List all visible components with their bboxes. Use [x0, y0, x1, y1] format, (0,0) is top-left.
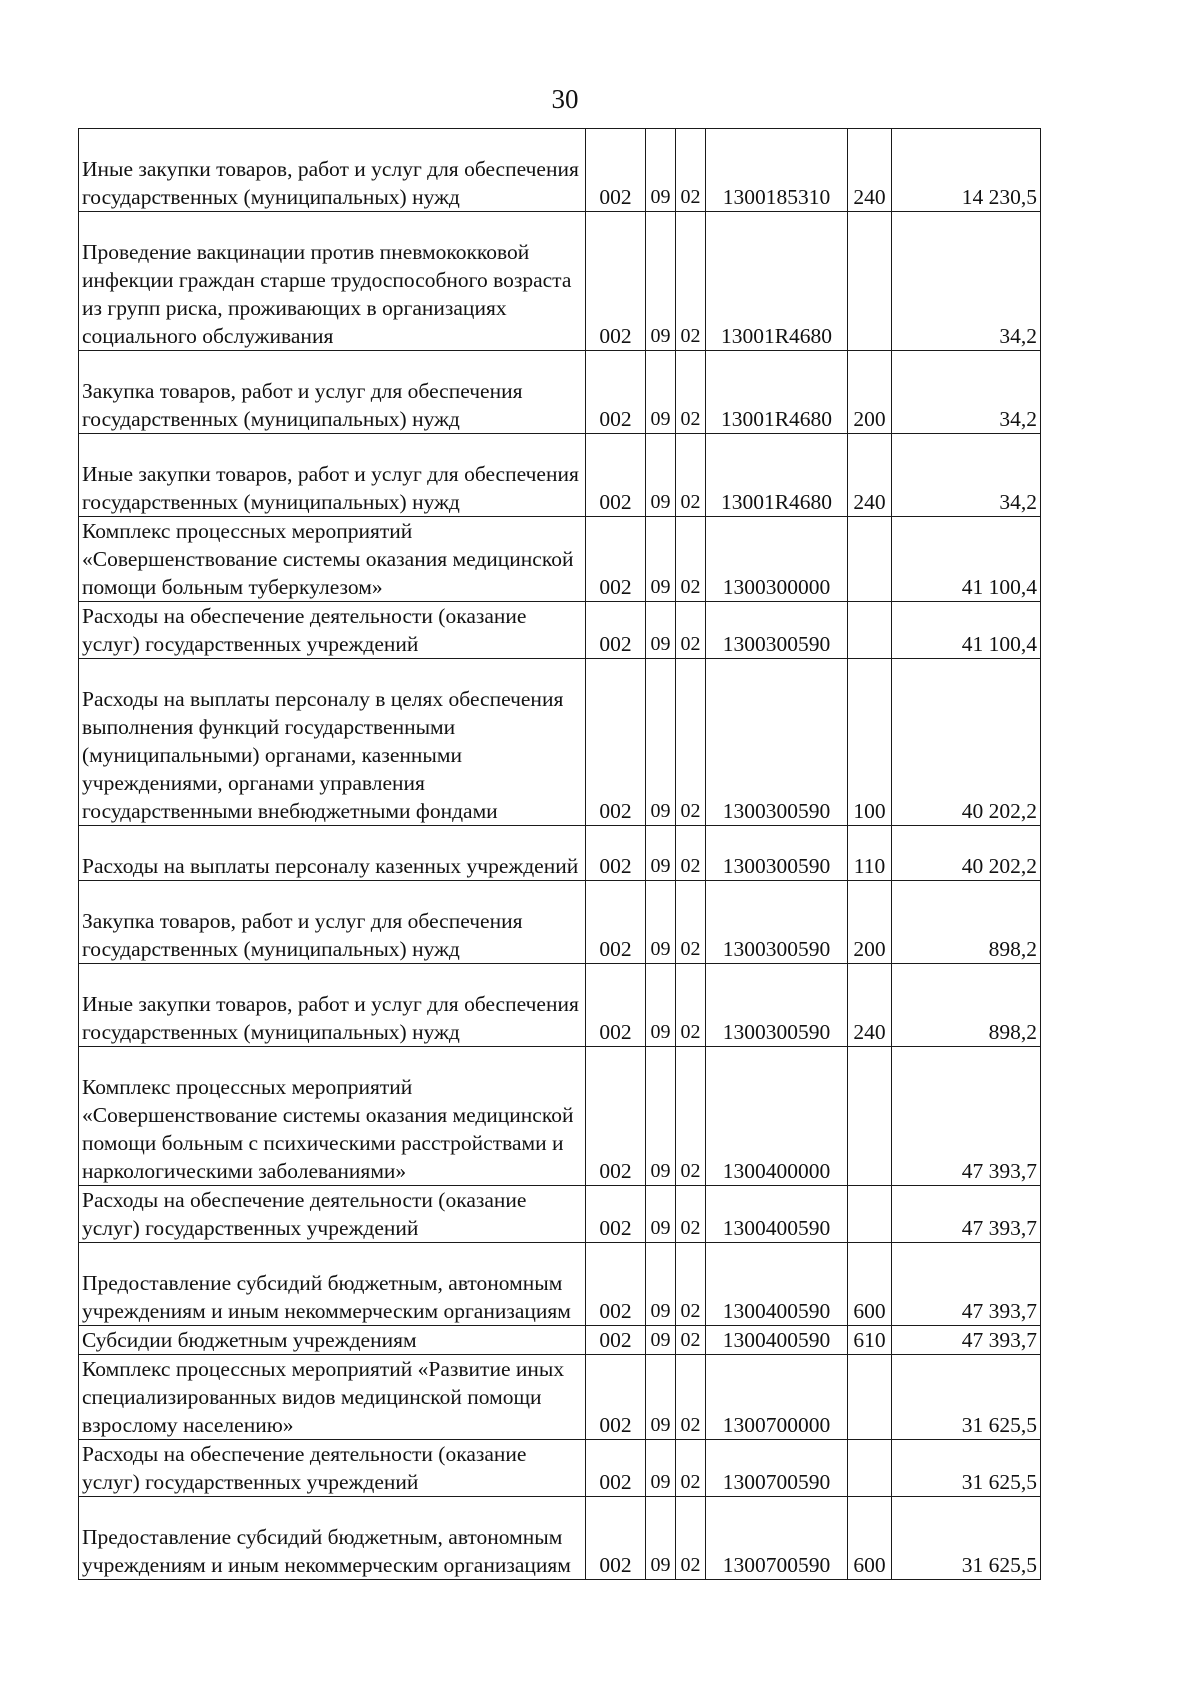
subsection-code-cell: 02	[676, 517, 706, 602]
target-article-cell: 1300400590	[706, 1186, 848, 1243]
subsection-code-cell: 02	[676, 1047, 706, 1186]
section-code-cell: 09	[646, 517, 676, 602]
section-code-cell: 09	[646, 602, 676, 659]
ministry-code-cell: 002	[586, 212, 646, 351]
table-row	[79, 659, 1041, 826]
section-code-cell: 09	[646, 1440, 676, 1497]
amount-cell: 47 393,7	[892, 1243, 1041, 1326]
amount-cell: 34,2	[892, 351, 1041, 434]
table-row	[79, 602, 1041, 659]
expense-type-cell: 610	[848, 1326, 892, 1355]
ministry-code-cell: 002	[586, 964, 646, 1047]
subsection-code-cell: 02	[676, 659, 706, 826]
ministry-code-cell: 002	[586, 826, 646, 881]
subsection-code-cell: 02	[676, 129, 706, 212]
expense-name-cell: Расходы на выплаты персоналу в целях обеспечения выполнения функций государственными (муниципальными) органами, казенными учреждениями, органами управления государственными внебюджетными фондами	[79, 659, 586, 826]
expense-name-cell: Иные закупки товаров, работ и услуг для обеспечения государственных (муниципальных) нужд	[79, 434, 586, 517]
section-code-cell: 09	[646, 1326, 676, 1355]
section-code-cell: 09	[646, 1243, 676, 1326]
subsection-code-cell: 02	[676, 434, 706, 517]
amount-cell: 47 393,7	[892, 1047, 1041, 1186]
table-row	[79, 1355, 1041, 1440]
target-article-cell: 13001R4680	[706, 351, 848, 434]
amount-cell: 31 625,5	[892, 1440, 1041, 1497]
target-article-cell: 1300400000	[706, 1047, 848, 1186]
expense-type-cell: 200	[848, 881, 892, 964]
subsection-code-cell: 02	[676, 881, 706, 964]
subsection-code-cell: 02	[676, 1243, 706, 1326]
expense-name-cell: Комплекс процессных мероприятий «Развитие иных специализированных видов медицинской помощи взрослому населению»	[79, 1355, 586, 1440]
target-article-cell: 1300400590	[706, 1243, 848, 1326]
table-row	[79, 1047, 1041, 1186]
target-article-cell: 1300300590	[706, 826, 848, 881]
section-code-cell: 09	[646, 434, 676, 517]
subsection-code-cell: 02	[676, 1440, 706, 1497]
target-article-cell: 1300300000	[706, 517, 848, 602]
ministry-code-cell: 002	[586, 602, 646, 659]
expense-name-cell: Проведение вакцинации против пневмококковой инфекции граждан старше трудоспособного возраста из групп риска, проживающих в организациях социального обслуживания	[79, 212, 586, 351]
expense-name-cell: Расходы на выплаты персоналу казенных учреждений	[79, 826, 586, 881]
expense-type-cell: 200	[848, 351, 892, 434]
table-row	[79, 1186, 1041, 1243]
amount-cell: 40 202,2	[892, 659, 1041, 826]
subsection-code-cell: 02	[676, 1355, 706, 1440]
table-row	[79, 1440, 1041, 1497]
subsection-code-cell: 02	[676, 1186, 706, 1243]
subsection-code-cell: 02	[676, 826, 706, 881]
expense-type-cell	[848, 1355, 892, 1440]
ministry-code-cell: 002	[586, 1355, 646, 1440]
subsection-code-cell: 02	[676, 1326, 706, 1355]
expense-name-cell: Субсидии бюджетным учреждениям	[79, 1326, 586, 1355]
subsection-code-cell: 02	[676, 602, 706, 659]
section-code-cell: 09	[646, 212, 676, 351]
target-article-cell: 1300300590	[706, 964, 848, 1047]
amount-cell: 41 100,4	[892, 602, 1041, 659]
expense-name-cell: Комплекс процессных мероприятий «Совершенствование системы оказания медицинской помощи больным туберкулезом»	[79, 517, 586, 602]
table-row	[79, 826, 1041, 881]
expense-name-cell: Расходы на обеспечение деятельности (оказание услуг) государственных учреждений	[79, 1440, 586, 1497]
table-row	[79, 881, 1041, 964]
section-code-cell: 09	[646, 1186, 676, 1243]
section-code-cell: 09	[646, 1047, 676, 1186]
target-article-cell: 1300700590	[706, 1440, 848, 1497]
expense-name-cell: Иные закупки товаров, работ и услуг для обеспечения государственных (муниципальных) нужд	[79, 129, 586, 212]
table-row	[79, 1497, 1041, 1580]
ministry-code-cell: 002	[586, 1326, 646, 1355]
expense-name-cell: Закупка товаров, работ и услуг для обеспечения государственных (муниципальных) нужд	[79, 351, 586, 434]
table-row	[79, 1243, 1041, 1326]
amount-cell: 47 393,7	[892, 1326, 1041, 1355]
amount-cell: 31 625,5	[892, 1497, 1041, 1580]
ministry-code-cell: 002	[586, 129, 646, 212]
expense-type-cell: 100	[848, 659, 892, 826]
ministry-code-cell: 002	[586, 351, 646, 434]
expense-type-cell	[848, 602, 892, 659]
ministry-code-cell: 002	[586, 1243, 646, 1326]
amount-cell: 34,2	[892, 434, 1041, 517]
budget-table-body	[79, 129, 1041, 1580]
ministry-code-cell: 002	[586, 881, 646, 964]
expense-type-cell	[848, 517, 892, 602]
expense-type-cell: 600	[848, 1243, 892, 1326]
expense-type-cell	[848, 212, 892, 351]
section-code-cell: 09	[646, 881, 676, 964]
target-article-cell: 13001R4680	[706, 212, 848, 351]
section-code-cell: 09	[646, 826, 676, 881]
section-code-cell: 09	[646, 1355, 676, 1440]
expense-name-cell: Расходы на обеспечение деятельности (оказание услуг) государственных учреждений	[79, 1186, 586, 1243]
target-article-cell: 1300185310	[706, 129, 848, 212]
table-row	[79, 129, 1041, 212]
amount-cell: 47 393,7	[892, 1186, 1041, 1243]
expense-type-cell: 600	[848, 1497, 892, 1580]
amount-cell: 14 230,5	[892, 129, 1041, 212]
expense-name-cell: Комплекс процессных мероприятий «Совершенствование системы оказания медицинской помощи больным с психическими расстройствами и наркологическими заболеваниями»	[79, 1047, 586, 1186]
budget-table	[78, 128, 1041, 1580]
expense-type-cell	[848, 1047, 892, 1186]
table-row	[79, 964, 1041, 1047]
section-code-cell: 09	[646, 964, 676, 1047]
amount-cell: 898,2	[892, 881, 1041, 964]
expense-type-cell: 110	[848, 826, 892, 881]
page-number: 30	[551, 84, 579, 114]
subsection-code-cell: 02	[676, 964, 706, 1047]
target-article-cell: 1300300590	[706, 659, 848, 826]
target-article-cell: 1300400590	[706, 1326, 848, 1355]
amount-cell: 34,2	[892, 212, 1041, 351]
subsection-code-cell: 02	[676, 351, 706, 434]
expense-type-cell	[848, 1440, 892, 1497]
subsection-code-cell: 02	[676, 1497, 706, 1580]
ministry-code-cell: 002	[586, 1047, 646, 1186]
ministry-code-cell: 002	[586, 517, 646, 602]
table-row	[79, 517, 1041, 602]
expense-name-cell: Расходы на обеспечение деятельности (оказание услуг) государственных учреждений	[79, 602, 586, 659]
section-code-cell: 09	[646, 1497, 676, 1580]
amount-cell: 31 625,5	[892, 1355, 1041, 1440]
target-article-cell: 1300700590	[706, 1497, 848, 1580]
expense-name-cell: Предоставление субсидий бюджетным, автономным учреждениям и иным некоммерческим организациям	[79, 1243, 586, 1326]
section-code-cell: 09	[646, 659, 676, 826]
expense-type-cell: 240	[848, 434, 892, 517]
target-article-cell: 1300300590	[706, 602, 848, 659]
ministry-code-cell: 002	[586, 1186, 646, 1243]
ministry-code-cell: 002	[586, 1497, 646, 1580]
expense-name-cell: Предоставление субсидий бюджетным, автономным учреждениям и иным некоммерческим организациям	[79, 1497, 586, 1580]
table-row	[79, 1326, 1041, 1355]
target-article-cell: 1300700000	[706, 1355, 848, 1440]
target-article-cell: 1300300590	[706, 881, 848, 964]
amount-cell: 898,2	[892, 964, 1041, 1047]
amount-cell: 41 100,4	[892, 517, 1041, 602]
table-row	[79, 434, 1041, 517]
expense-type-cell: 240	[848, 964, 892, 1047]
ministry-code-cell: 002	[586, 659, 646, 826]
ministry-code-cell: 002	[586, 434, 646, 517]
subsection-code-cell: 02	[676, 212, 706, 351]
table-row	[79, 212, 1041, 351]
section-code-cell: 09	[646, 351, 676, 434]
table-row	[79, 351, 1041, 434]
expense-name-cell: Закупка товаров, работ и услуг для обеспечения государственных (муниципальных) нужд	[79, 881, 586, 964]
section-code-cell: 09	[646, 129, 676, 212]
expense-type-cell	[848, 1186, 892, 1243]
expense-name-cell: Иные закупки товаров, работ и услуг для обеспечения государственных (муниципальных) нужд	[79, 964, 586, 1047]
amount-cell: 40 202,2	[892, 826, 1041, 881]
expense-type-cell: 240	[848, 129, 892, 212]
ministry-code-cell: 002	[586, 1440, 646, 1497]
target-article-cell: 13001R4680	[706, 434, 848, 517]
